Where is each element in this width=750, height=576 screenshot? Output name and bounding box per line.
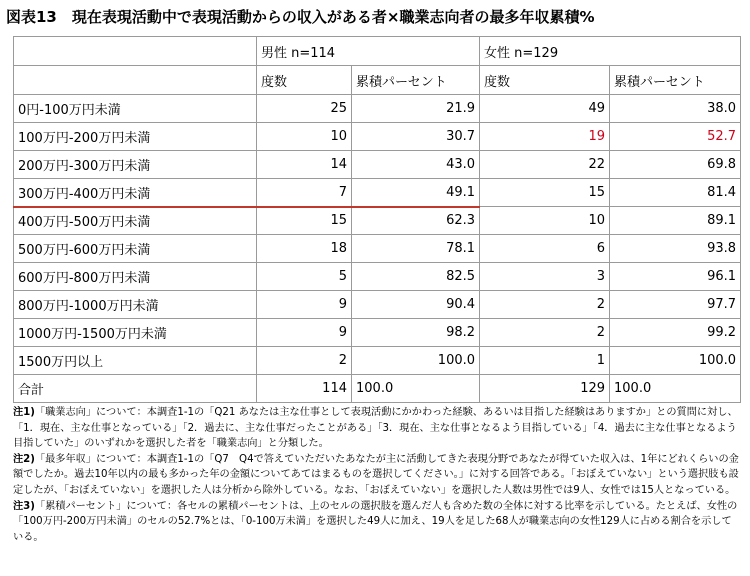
income-bracket-label: 400万円-500万円未満 bbox=[14, 207, 257, 235]
male-cumulative: 100.0 bbox=[352, 347, 480, 375]
footnote-3 bbox=[13, 499, 741, 546]
column-header-row bbox=[14, 66, 741, 95]
female-total-count: 129 bbox=[480, 375, 610, 403]
table-row bbox=[14, 151, 741, 179]
female-count: 2 bbox=[480, 319, 610, 347]
female-group-header: 女性 n=129 bbox=[480, 37, 741, 66]
female-cumulative: 96.1 bbox=[610, 263, 741, 291]
male-count: 9 bbox=[257, 291, 352, 319]
income-bracket-label: 300万円-400万円未満 bbox=[14, 179, 257, 207]
income-bracket-label: 200万円-300万円未満 bbox=[14, 151, 257, 179]
male-total-count: 114 bbox=[257, 375, 352, 403]
female-cumulative-highlighted: 52.7 bbox=[610, 123, 741, 151]
table-row bbox=[14, 291, 741, 319]
male-cumulative: 49.1 bbox=[352, 179, 480, 207]
male-cumulative: 30.7 bbox=[352, 123, 480, 151]
table-row bbox=[14, 319, 741, 347]
female-count: 22 bbox=[480, 151, 610, 179]
income-bracket-label: 800万円-1000万円未満 bbox=[14, 291, 257, 319]
female-count: 6 bbox=[480, 235, 610, 263]
male-total-percent: 100.0 bbox=[352, 375, 480, 403]
female-count: 3 bbox=[480, 263, 610, 291]
footnote-3-tag: 注3) bbox=[13, 500, 35, 512]
footnote-2 bbox=[13, 452, 741, 499]
male-count: 14 bbox=[257, 151, 352, 179]
male-count: 5 bbox=[257, 263, 352, 291]
income-bracket-label: 0円-100万円未満 bbox=[14, 95, 257, 123]
female-cumulative: 97.7 bbox=[610, 291, 741, 319]
table-row bbox=[14, 235, 741, 263]
male-count: 2 bbox=[257, 347, 352, 375]
income-bracket-label: 600万円-800万円未満 bbox=[14, 263, 257, 291]
male-cumulative: 62.3 bbox=[352, 207, 480, 235]
male-cumulative: 43.0 bbox=[352, 151, 480, 179]
female-count: 15 bbox=[480, 179, 610, 207]
female-count: 49 bbox=[480, 95, 610, 123]
female-cumulative: 81.4 bbox=[610, 179, 741, 207]
income-bracket-label: 100万円-200万円未満 bbox=[14, 123, 257, 151]
male-group-header: 男性 n=114 bbox=[257, 37, 480, 66]
table-row bbox=[14, 123, 741, 151]
group-header-row bbox=[14, 37, 741, 66]
female-cum-header: 累積パーセント bbox=[610, 66, 741, 95]
female-cumulative: 69.8 bbox=[610, 151, 741, 179]
table-row bbox=[14, 347, 741, 375]
total-row bbox=[14, 375, 741, 403]
corner-cell bbox=[14, 66, 257, 95]
female-cumulative: 38.0 bbox=[610, 95, 741, 123]
female-cumulative: 99.2 bbox=[610, 319, 741, 347]
footnotes bbox=[13, 405, 741, 545]
total-label: 合計 bbox=[14, 375, 257, 403]
male-count: 18 bbox=[257, 235, 352, 263]
female-cumulative: 89.1 bbox=[610, 207, 741, 235]
male-count: 9 bbox=[257, 319, 352, 347]
female-count: 10 bbox=[480, 207, 610, 235]
male-count: 25 bbox=[257, 95, 352, 123]
female-count: 1 bbox=[480, 347, 610, 375]
footnote-2-tag: 注2) bbox=[13, 453, 35, 465]
income-bracket-label: 1500万円以上 bbox=[14, 347, 257, 375]
cumulative-income-table bbox=[13, 36, 741, 403]
female-total-percent: 100.0 bbox=[610, 375, 741, 403]
corner-cell bbox=[14, 37, 257, 66]
footnote-1 bbox=[13, 405, 741, 452]
table-row bbox=[14, 263, 741, 291]
page-title: 図表13 現在表現活動中で表現活動からの収入がある者×職業志向者の最多年収累積% bbox=[6, 8, 595, 26]
male-cumulative: 78.1 bbox=[352, 235, 480, 263]
female-cumulative: 100.0 bbox=[610, 347, 741, 375]
male-count: 7 bbox=[257, 179, 352, 207]
female-count-header: 度数 bbox=[480, 66, 610, 95]
female-count-highlighted: 19 bbox=[480, 123, 610, 151]
female-count: 2 bbox=[480, 291, 610, 319]
male-cumulative: 98.2 bbox=[352, 319, 480, 347]
male-count: 10 bbox=[257, 123, 352, 151]
footnote-2-text: 「最多年収」について：本調査1-1の「Q7 Q4で答えていただいたあなたが主に活動してきた表現分野であなたが得ていた収入は、1年にどれくらいの金額でしたか。過去10年以内の最も多かった年の金額についてあてはまるものを選択してください。」に対する回答である。「おぼえていない」という選択肢も設定したが、「おぼえていない」を選択した人は分析から除外している。なお、「おぼえていない」を選択した人数は男性では9人、女性では15人となっている。 bbox=[13, 453, 739, 496]
male-cumulative: 21.9 bbox=[352, 95, 480, 123]
male-cum-header: 累積パーセント bbox=[352, 66, 480, 95]
footnote-1-text: 「職業志向」について：本調査1-1の「Q21 あなたは主な仕事として表現活動にかかわった経験、あるいは目指した経験はありますか」との質問に対し、「1．現在、主な仕事となっている」「2．過去に、主な仕事だったことがある」「3．現在、主な仕事となるよう目指している」「4．過去に主な仕事となるよう目指していた」のいずれかを選択した者を「職業志向」と分類した。 bbox=[13, 407, 738, 450]
female-cumulative: 93.8 bbox=[610, 235, 741, 263]
male-cumulative: 82.5 bbox=[352, 263, 480, 291]
footnote-1-tag: 注1) bbox=[13, 407, 35, 418]
table-row bbox=[14, 207, 741, 235]
table-row bbox=[14, 95, 741, 123]
footnote-3-text: 「累積パーセント」について：各セルの累積パーセントは、上のセルの選択肢を選んだ人も含めた数の全体に対する比率を示している。たとえば、女性の「100万円-200万円未満」のセルの52.7%とは、「0-100万未満」を選択した49人に加え、19人を足した68人が職業志向の女性129人に占める割合を示している。 bbox=[13, 500, 738, 543]
male-count-header: 度数 bbox=[257, 66, 352, 95]
table-row bbox=[14, 179, 741, 207]
male-count: 15 bbox=[257, 207, 352, 235]
income-bracket-label: 500万円-600万円未満 bbox=[14, 235, 257, 263]
male-cumulative: 90.4 bbox=[352, 291, 480, 319]
income-bracket-label: 1000万円-1500万円未満 bbox=[14, 319, 257, 347]
